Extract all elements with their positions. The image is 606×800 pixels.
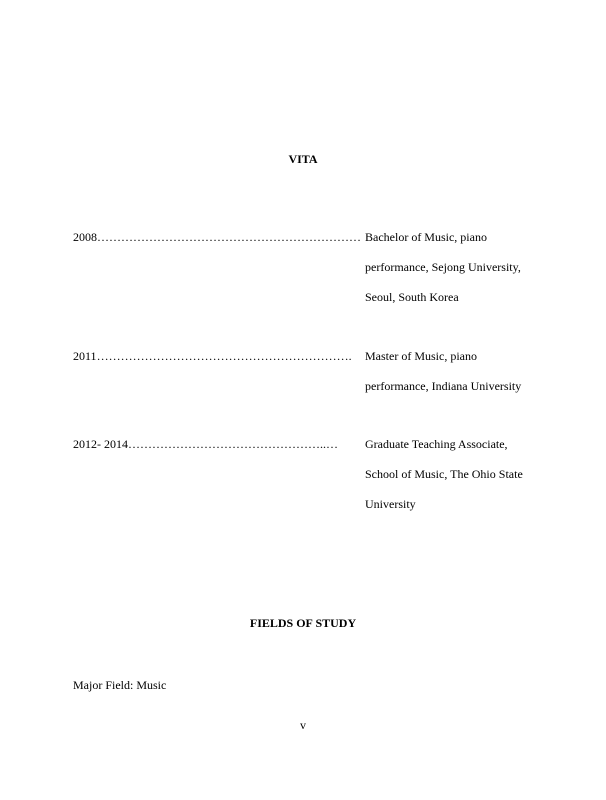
entry-line: Graduate Teaching Associate, bbox=[365, 437, 508, 451]
entry-line: Seoul, South Korea bbox=[365, 290, 459, 304]
entry-line: Bachelor of Music, piano bbox=[365, 230, 487, 244]
page-number: v bbox=[300, 718, 306, 732]
entry-dots: ………………………………………………………. bbox=[96, 349, 352, 363]
entry-year: 2012- 2014 bbox=[73, 437, 128, 451]
entry-leader bbox=[73, 230, 363, 245]
entry-leader bbox=[73, 349, 363, 364]
major-field: Major Field: Music bbox=[73, 678, 167, 692]
entry-line: School of Music, The Ohio State bbox=[365, 467, 523, 481]
fields-of-study-heading: FIELDS OF STUDY bbox=[249, 616, 357, 630]
entry-dots: ………………………………………………………… bbox=[97, 230, 361, 244]
entry-line: University bbox=[365, 497, 416, 511]
entry-description bbox=[365, 437, 545, 527]
entry-year: 2011 bbox=[73, 349, 97, 363]
vita-heading: VITA bbox=[288, 152, 318, 166]
entry-line: performance, Sejong University, bbox=[365, 260, 521, 274]
entry-description bbox=[365, 230, 545, 320]
entry-description bbox=[365, 349, 545, 409]
entry-dots: …………………………………………..… bbox=[128, 437, 338, 451]
entry-leader bbox=[73, 437, 363, 452]
entry-line: Master of Music, piano bbox=[365, 349, 477, 363]
entry-year: 2008 bbox=[73, 230, 97, 244]
entry-line: performance, Indiana University bbox=[365, 379, 522, 393]
